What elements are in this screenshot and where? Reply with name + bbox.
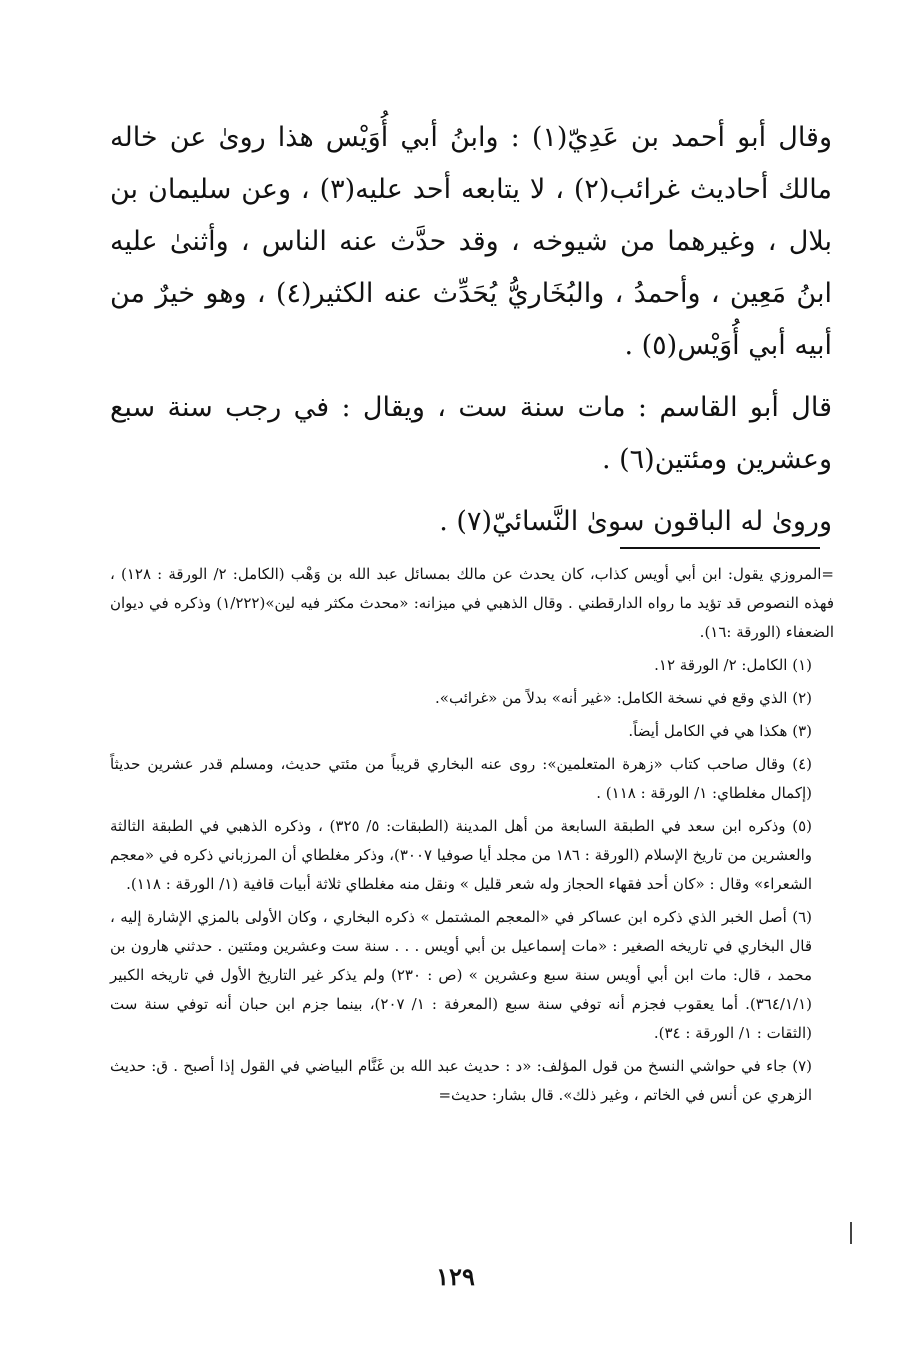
margin-mark <box>850 1222 852 1244</box>
footnote-1: (١) الكامل: ٢/ الورقة ١٢. <box>654 656 812 674</box>
footnote-4: (٤) وقال صاحب كتاب «زهرة المتعلمين»: روى عنه البخاري قريباً من مئتي حديث، ومسلم قدر عشرين حديثاً (إكمال مغلطاي: ١/ الورقة : ١١٨) . <box>110 755 812 802</box>
main-paragraph-2: قال أبو القاسم : مات سنة ست ، ويقال : في رجب سنة سبع وعشرين ومئتين(٦) . <box>110 392 832 475</box>
footnotes <box>110 560 834 1114</box>
footnote-continuation: =المروزي يقول: ابن أبي أويس كذاب، كان يحدث عن مالك بمسائل عبد الله بن وَهْب (الكامل: ٢/ الورقة : ١٢٨) ، فهذه النصوص قد تؤيد ما رواه الدارقطني . وقال الذهبي في ميزانه: «محدث مكثر فيه لين»(١/٢٢٢) وذكره في ديوان الضعفاء (الورقة :١٦). <box>110 565 835 641</box>
page-number: ١٢٩ <box>436 1262 475 1291</box>
footnote-2: (٢) الذي وقع في نسخة الكامل: «غير أنه» بدلاً من «غرائب». <box>435 689 812 707</box>
footnote-6: (٦) أصل الخبر الذي ذكره ابن عساكر في «المعجم المشتمل » ذكره البخاري ، وكان الأولى بالمزي الإشارة إليه ، قال البخاري في تاريخه الصغير : «مات إسماعيل بن أبي أويس . . . سنة ست وعشرين ومئتين . حدثني هارون بن محمد ، قال: مات ابن أبي أويس سنة سبع وعشرين » (ص : ٢٣٠) ولم يذكر غير التاريخ الأول في تاريخه الكبير (٣٦٤/١/١). أما يعقوب فجزم أنه توفي سنة سبع (المعرفة : ١/ ٢٠٧)، بينما جزم ابن حبان أنه توفي سنة ست (الثقات : ١/ الورقة : ٣٤). <box>110 908 812 1042</box>
footnote-7: (٧) جاء في حواشي النسخ من قول المؤلف: «د : حديث عبد الله بن غَنَّام البياضي في القول إذا أصبح . ق: حديث الزهري عن أنس في الخاتم ، وغير ذلك». قال بشار: حديث= <box>110 1057 812 1104</box>
main-paragraph-1: وقال أبو أحمد بن عَدِيّ(١) : وابنُ أبي أُوَيْس هذا روىٰ عن خاله مالك أحاديث غرائب(٢) ، لا يتابعه أحد عليه(٣) ، وعن سليمان بن بلال ، وغيرهما من شيوخه ، وقد حدَّث عنه الناس ، وأثنىٰ عليه ابنُ مَعِين ، وأحمدُ ، والبُخَاريُّ يُحَدِّث عنه الكثير(٤) ، وهو خيرٌ من أبيه أبي أُوَيْس(٥) . <box>110 122 832 361</box>
footnote-5: (٥) وذكره ابن سعد في الطبقة السابعة من أهل المدينة (الطبقات: ٥/ ٣٢٥) ، وذكره الذهبي في الطبقة الثالثة والعشرين من تاريخ الإسلام (الورقة : ١٨٦ من مجلد أيا صوفيا ٣٠٠٧)، وذكر مغلطاي أن المرزباني ذكره في «معجم الشعراء» وقال : «كان أحد فقهاء الحجاز وله شعر قليل » ونقل منه مغلطاي ثلاثة أبيات قافية (١/ الورقة : ١١٨). <box>110 817 813 893</box>
footnote-3: (٣) هكذا هي في الكامل أيضاً. <box>628 722 812 740</box>
footnote-separator <box>620 547 820 549</box>
main-text <box>110 112 832 558</box>
main-paragraph-3: وروىٰ له الباقون سوىٰ النَّسائيّ(٧) . <box>439 506 832 537</box>
